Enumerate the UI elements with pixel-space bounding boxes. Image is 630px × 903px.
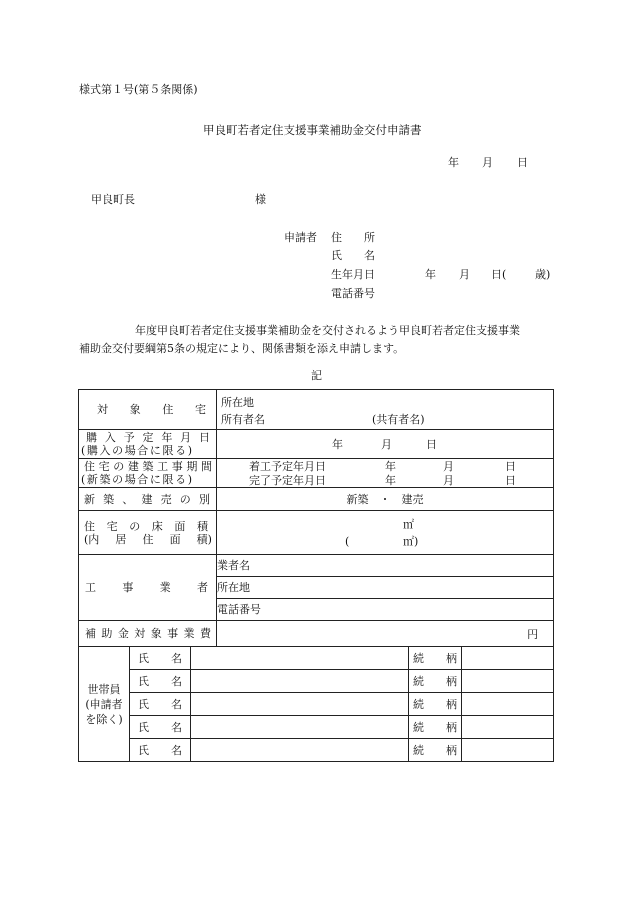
household-row: [79, 739, 554, 762]
contractor-location-cell[interactable]: 所在地: [217, 577, 554, 599]
body-text-line1: 年度甲良町若者定住支援事業補助金を交付されるよう甲良町若者定住支援事業: [135, 324, 520, 337]
birth-age: 歳): [535, 268, 551, 281]
household-relation-label: 続 柄: [409, 716, 462, 739]
birth-day: 日(: [491, 268, 507, 281]
household-name-label: 氏 名: [130, 739, 191, 762]
applicant-phone-label: 電話番号: [331, 287, 375, 300]
body-text-line2: 補助金交付要綱第5条の規定により、関係書類を添え申請します。: [79, 342, 405, 355]
household-relation-label: 続 柄: [409, 739, 462, 762]
document-title: 甲良町若者定住支援事業補助金交付申請書: [203, 123, 422, 137]
row-purchase-date: [79, 430, 554, 459]
target-owner-label: 所有者名: [221, 412, 266, 426]
target-housing-label-cell: 対 象 住 宅: [79, 390, 217, 430]
target-housing-value-cell[interactable]: [217, 390, 554, 430]
floor-area-value-cell[interactable]: ㎡ ( ㎡): [217, 511, 554, 555]
birth-year: 年: [425, 268, 436, 281]
household-name-field[interactable]: [191, 647, 409, 670]
household-name-label: 氏 名: [130, 670, 191, 693]
row-contractor-name: [79, 555, 554, 577]
household-relation-field[interactable]: [462, 693, 554, 716]
row-target-housing: [79, 390, 554, 430]
household-name-label: 氏 名: [130, 693, 191, 716]
household-name-label: 氏 名: [130, 716, 191, 739]
construction-period-value-cell[interactable]: 着工予定年月日 年 月 日 完了予定年月日 年 月 日: [217, 459, 554, 488]
application-table: [78, 389, 554, 762]
household-name-field[interactable]: [191, 716, 409, 739]
row-subsidy-cost: [79, 621, 554, 647]
construction-period-label-cell: 住 宅 の 建 築 工 事 期 間 (新築の場合に限る): [79, 459, 217, 488]
contractor-name-cell[interactable]: 業者名: [217, 555, 554, 577]
purchase-date-value-cell[interactable]: 年 月 日: [217, 430, 554, 459]
row-new-or-sale: [79, 488, 554, 511]
birth-month: 月: [459, 268, 470, 281]
date-day: 日: [517, 156, 528, 169]
new-or-sale-value-cell[interactable]: 新築 ・ 建売: [217, 488, 554, 511]
purchase-date-label-cell: 購 入 予 定 年 月 日 (購入の場合に限る): [79, 430, 217, 459]
row-floor-area: [79, 511, 554, 555]
household-relation-label: 続 柄: [409, 693, 462, 716]
target-co-owner-label: (共有者名): [372, 412, 425, 426]
household-name-label: 氏 名: [130, 647, 191, 670]
household-relation-field[interactable]: [462, 739, 554, 762]
household-row: [79, 647, 554, 670]
applicant-name-label: 氏 名: [331, 249, 375, 262]
row-construction-period: [79, 459, 554, 488]
date-year: 年: [448, 156, 459, 169]
contractor-phone-cell[interactable]: 電話番号: [217, 599, 554, 621]
household-relation-label: 続 柄: [409, 647, 462, 670]
household-relation-field[interactable]: [462, 647, 554, 670]
subsidy-cost-value-cell[interactable]: 円: [217, 621, 554, 647]
household-row: [79, 716, 554, 739]
honorific: 様: [255, 193, 266, 206]
household-row: [79, 693, 554, 716]
household-row: [79, 670, 554, 693]
household-relation-field[interactable]: [462, 716, 554, 739]
applicant-birthdate-label: 生年月日: [331, 268, 375, 281]
ki-marker: 記: [311, 369, 322, 382]
contractor-label-cell: 工 事 業 者: [79, 555, 217, 621]
household-relation-field[interactable]: [462, 670, 554, 693]
applicant-address-label: 住 所: [331, 231, 375, 244]
date-month: 月: [482, 156, 493, 169]
household-name-field[interactable]: [191, 670, 409, 693]
floor-area-label-cell: 住 宅 の 床 面 積 (内 居 住 面 積): [79, 511, 217, 555]
new-or-sale-label-cell: 新 築 、 建 売 の 別: [79, 488, 217, 511]
form-number: 様式第１号(第５条関係): [79, 83, 198, 96]
target-location-label: 所在地: [221, 395, 255, 409]
household-label-cell: 世帯員 (申請者 を除く): [79, 647, 130, 762]
applicant-label: 申請者: [284, 231, 317, 244]
subsidy-cost-label-cell: 補 助 金 対 象 事 業 費: [79, 621, 217, 647]
household-name-field[interactable]: [191, 739, 409, 762]
addressee: 甲良町長: [91, 193, 135, 206]
household-name-field[interactable]: [191, 693, 409, 716]
household-relation-label: 続 柄: [409, 670, 462, 693]
